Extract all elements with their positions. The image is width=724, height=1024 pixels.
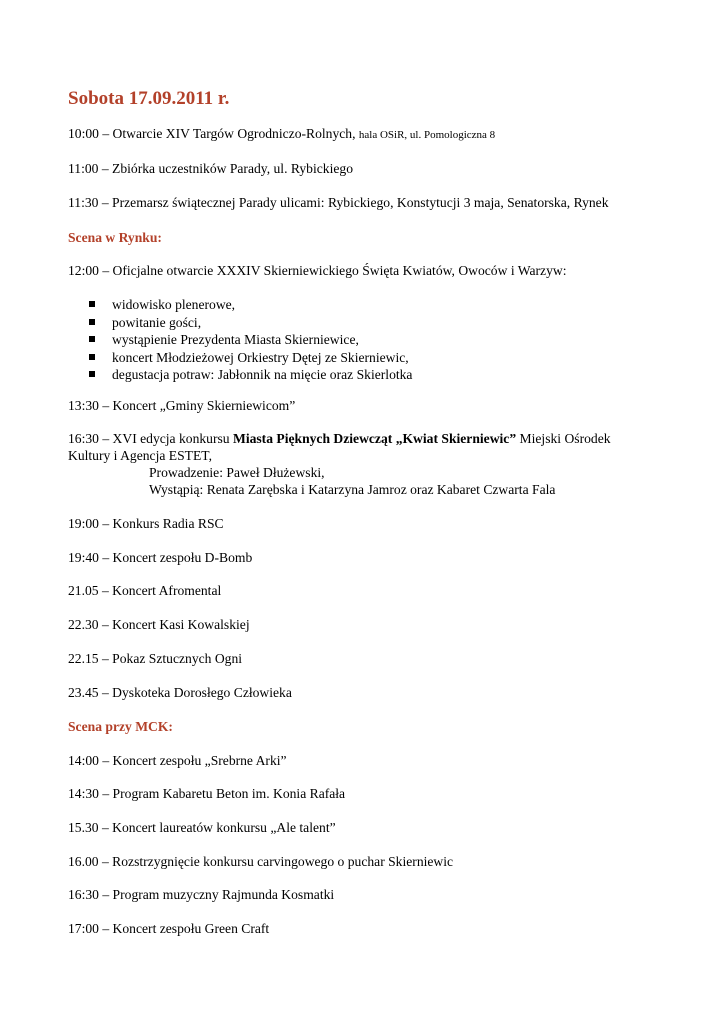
- list-item: [68, 314, 412, 332]
- bullet-square-icon: [89, 336, 95, 342]
- performers-line: Wystąpią: Renata Zarębska i Katarzyna Jamroz oraz Kabaret Czwarta Fala: [149, 482, 556, 497]
- bullet-square-icon: [89, 319, 95, 325]
- page-title: Sobota 17.09.2011 r.: [68, 88, 230, 109]
- event-item: 19:00 – Konkurs Radia RSC: [68, 516, 224, 531]
- organizer-text-cont: Kultury i Agencja ESTET,: [68, 448, 212, 463]
- event-item: 15.30 – Koncert laureatów konkursu „Ale talent”: [68, 820, 336, 835]
- event-item: 22.15 – Pokaz Sztucznych Ogni: [68, 651, 243, 666]
- event-item: 19:40 – Koncert zespołu D-Bomb: [68, 550, 253, 565]
- event-item-contest: [68, 430, 611, 447]
- bullet-square-icon: [89, 354, 95, 360]
- intro-item: 11:30 – Przemarsz świątecznej Parady ulicami: Rybickiego, Konstytucji 3 maja, Senatorska, Rynek: [68, 195, 609, 210]
- list-item: [68, 349, 412, 367]
- event-item: 14:00 – Koncert zespołu „Srebrne Arki”: [68, 753, 287, 768]
- list-item-text: powitanie gości,: [112, 314, 202, 330]
- program-bullet-list: [68, 296, 412, 384]
- event-item: 16:30 – Program muzyczny Rajmunda Kosmatki: [68, 887, 335, 902]
- event-item: 16.00 – Rozstrzygnięcie konkursu carvingowego o puchar Skierniewic: [68, 854, 454, 869]
- event-item: 21.05 – Koncert Afromental: [68, 583, 222, 598]
- event-item: 13:30 – Koncert „Gminy Skierniewicom”: [68, 398, 296, 413]
- list-item-text: widowisko plenerowe,: [112, 297, 236, 312]
- list-item-text: koncert Młodzieżowej Orkiestry Dętej ze Skierniewic,: [112, 349, 409, 365]
- contest-name: Miasta Pięknych Dziewcząt „Kwiat Skierniewic”: [232, 431, 517, 446]
- bullet-square-icon: [89, 371, 95, 377]
- list-item: [68, 331, 412, 349]
- bullet-square-icon: [89, 301, 95, 307]
- intro-item: [68, 125, 495, 144]
- host-line: Prowadzenie: Paweł Dłużewski,: [149, 465, 325, 480]
- list-item-text: wystąpienie Prezydenta Miasta Skierniewice,: [112, 332, 359, 347]
- list-item: [68, 366, 412, 384]
- event-item: 23.45 – Dyskoteka Dorosłego Człowieka: [68, 685, 292, 700]
- event-item: 22.30 – Koncert Kasi Kowalskiej: [68, 617, 250, 632]
- list-item: [68, 296, 412, 314]
- list-item-text: degustacja potraw: Jabłonnik na mięcie oraz Skierlotka: [112, 367, 413, 382]
- section-heading-mck: Scena przy MCK:: [68, 719, 173, 734]
- intro-item: 11:00 – Zbiórka uczestników Parady, ul. Rybickiego: [68, 161, 353, 176]
- intro-item-text: 10:00 – Otwarcie XIV Targów Ogrodniczo-Rolnych,: [68, 126, 359, 141]
- event-item: 17:00 – Koncert zespołu Green Craft: [68, 921, 270, 936]
- opening-line: 12:00 – Oficjalne otwarcie XXXIV Skierniewickiego Święta Kwiatów, Owoców i Warzyw:: [68, 263, 567, 278]
- event-item: 14:30 – Program Kabaretu Beton im. Konia Rafała: [68, 786, 346, 801]
- event-time: 16:30 – XVI edycja konkursu: [68, 431, 233, 446]
- section-heading-rynek: Scena w Rynku:: [68, 230, 162, 245]
- intro-item-location: hala OSiR, ul. Pomologiczna 8: [358, 129, 496, 141]
- organizer-text: Miejski Ośrodek: [516, 431, 611, 446]
